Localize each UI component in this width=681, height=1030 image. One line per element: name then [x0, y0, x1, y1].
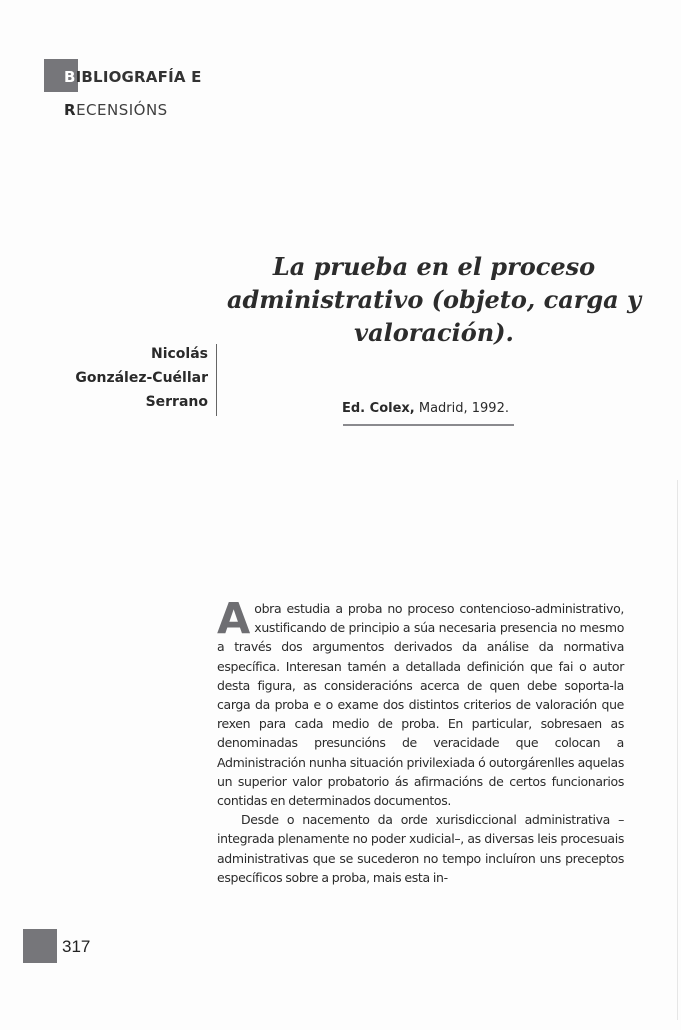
- section-title-line1: [64, 68, 202, 86]
- publisher-name: Ed. Colex,: [342, 401, 415, 416]
- author-divider: [216, 344, 217, 416]
- page-edge-line: [677, 480, 678, 1020]
- author-line: Serrano: [145, 394, 208, 410]
- publisher-info: [342, 401, 509, 416]
- section-title-line2: [64, 101, 168, 119]
- review-body: [217, 594, 624, 887]
- section-subtitle-initial: R: [64, 101, 77, 119]
- book-title: La prueba en el proceso administrativo (objeto, carga y valoración).: [226, 252, 642, 347]
- author-line: González-Cuéllar: [75, 370, 208, 386]
- publisher-details: Madrid, 1992.: [414, 401, 509, 416]
- section-title-rest: IBLIOGRAFÍA E: [75, 68, 202, 86]
- body-paragraph: [217, 594, 624, 810]
- body-paragraph: Desde o nacemento da orde xurisdiccional administrativa –integrada plenamente no poder xudicial–, as diversas leis procesuais administrativas que se sucederon no tempo incluíron uns preceptos específicos sobre a proba, mais esta in-: [217, 812, 624, 885]
- drop-cap: A: [217, 594, 251, 644]
- section-title-initial: B: [64, 68, 76, 86]
- paragraph-text: obra estudia a proba no proceso contencioso-administrativo, xustificando de principio a súa necesaria presencia no mesmo a través dos argumentos derivados da análise da normativa específica. Interesan tamén a detallada definición que fai o autor desta figura, as consideracións acerca de quen debe soporta-la carga da proba e o exame dos distintos criterios de valoración que rexen para cada medio de proba. En particular, sobresaen as denominadas presuncións de veracidade que colocan a Administración nunha situación privilexiada ó outorgárenlles aquelas un superior valor probatorio ás afirmacións de certos funcionarios contidas en determinados documentos.: [217, 601, 624, 809]
- author-line: Nicolás: [150, 346, 208, 362]
- publisher-underline: [343, 424, 514, 426]
- section-subtitle-rest: ECENSIÓNS: [76, 101, 168, 119]
- page-number: 317: [62, 937, 91, 956]
- page-marker-block: [23, 929, 57, 963]
- author-name: [40, 342, 208, 414]
